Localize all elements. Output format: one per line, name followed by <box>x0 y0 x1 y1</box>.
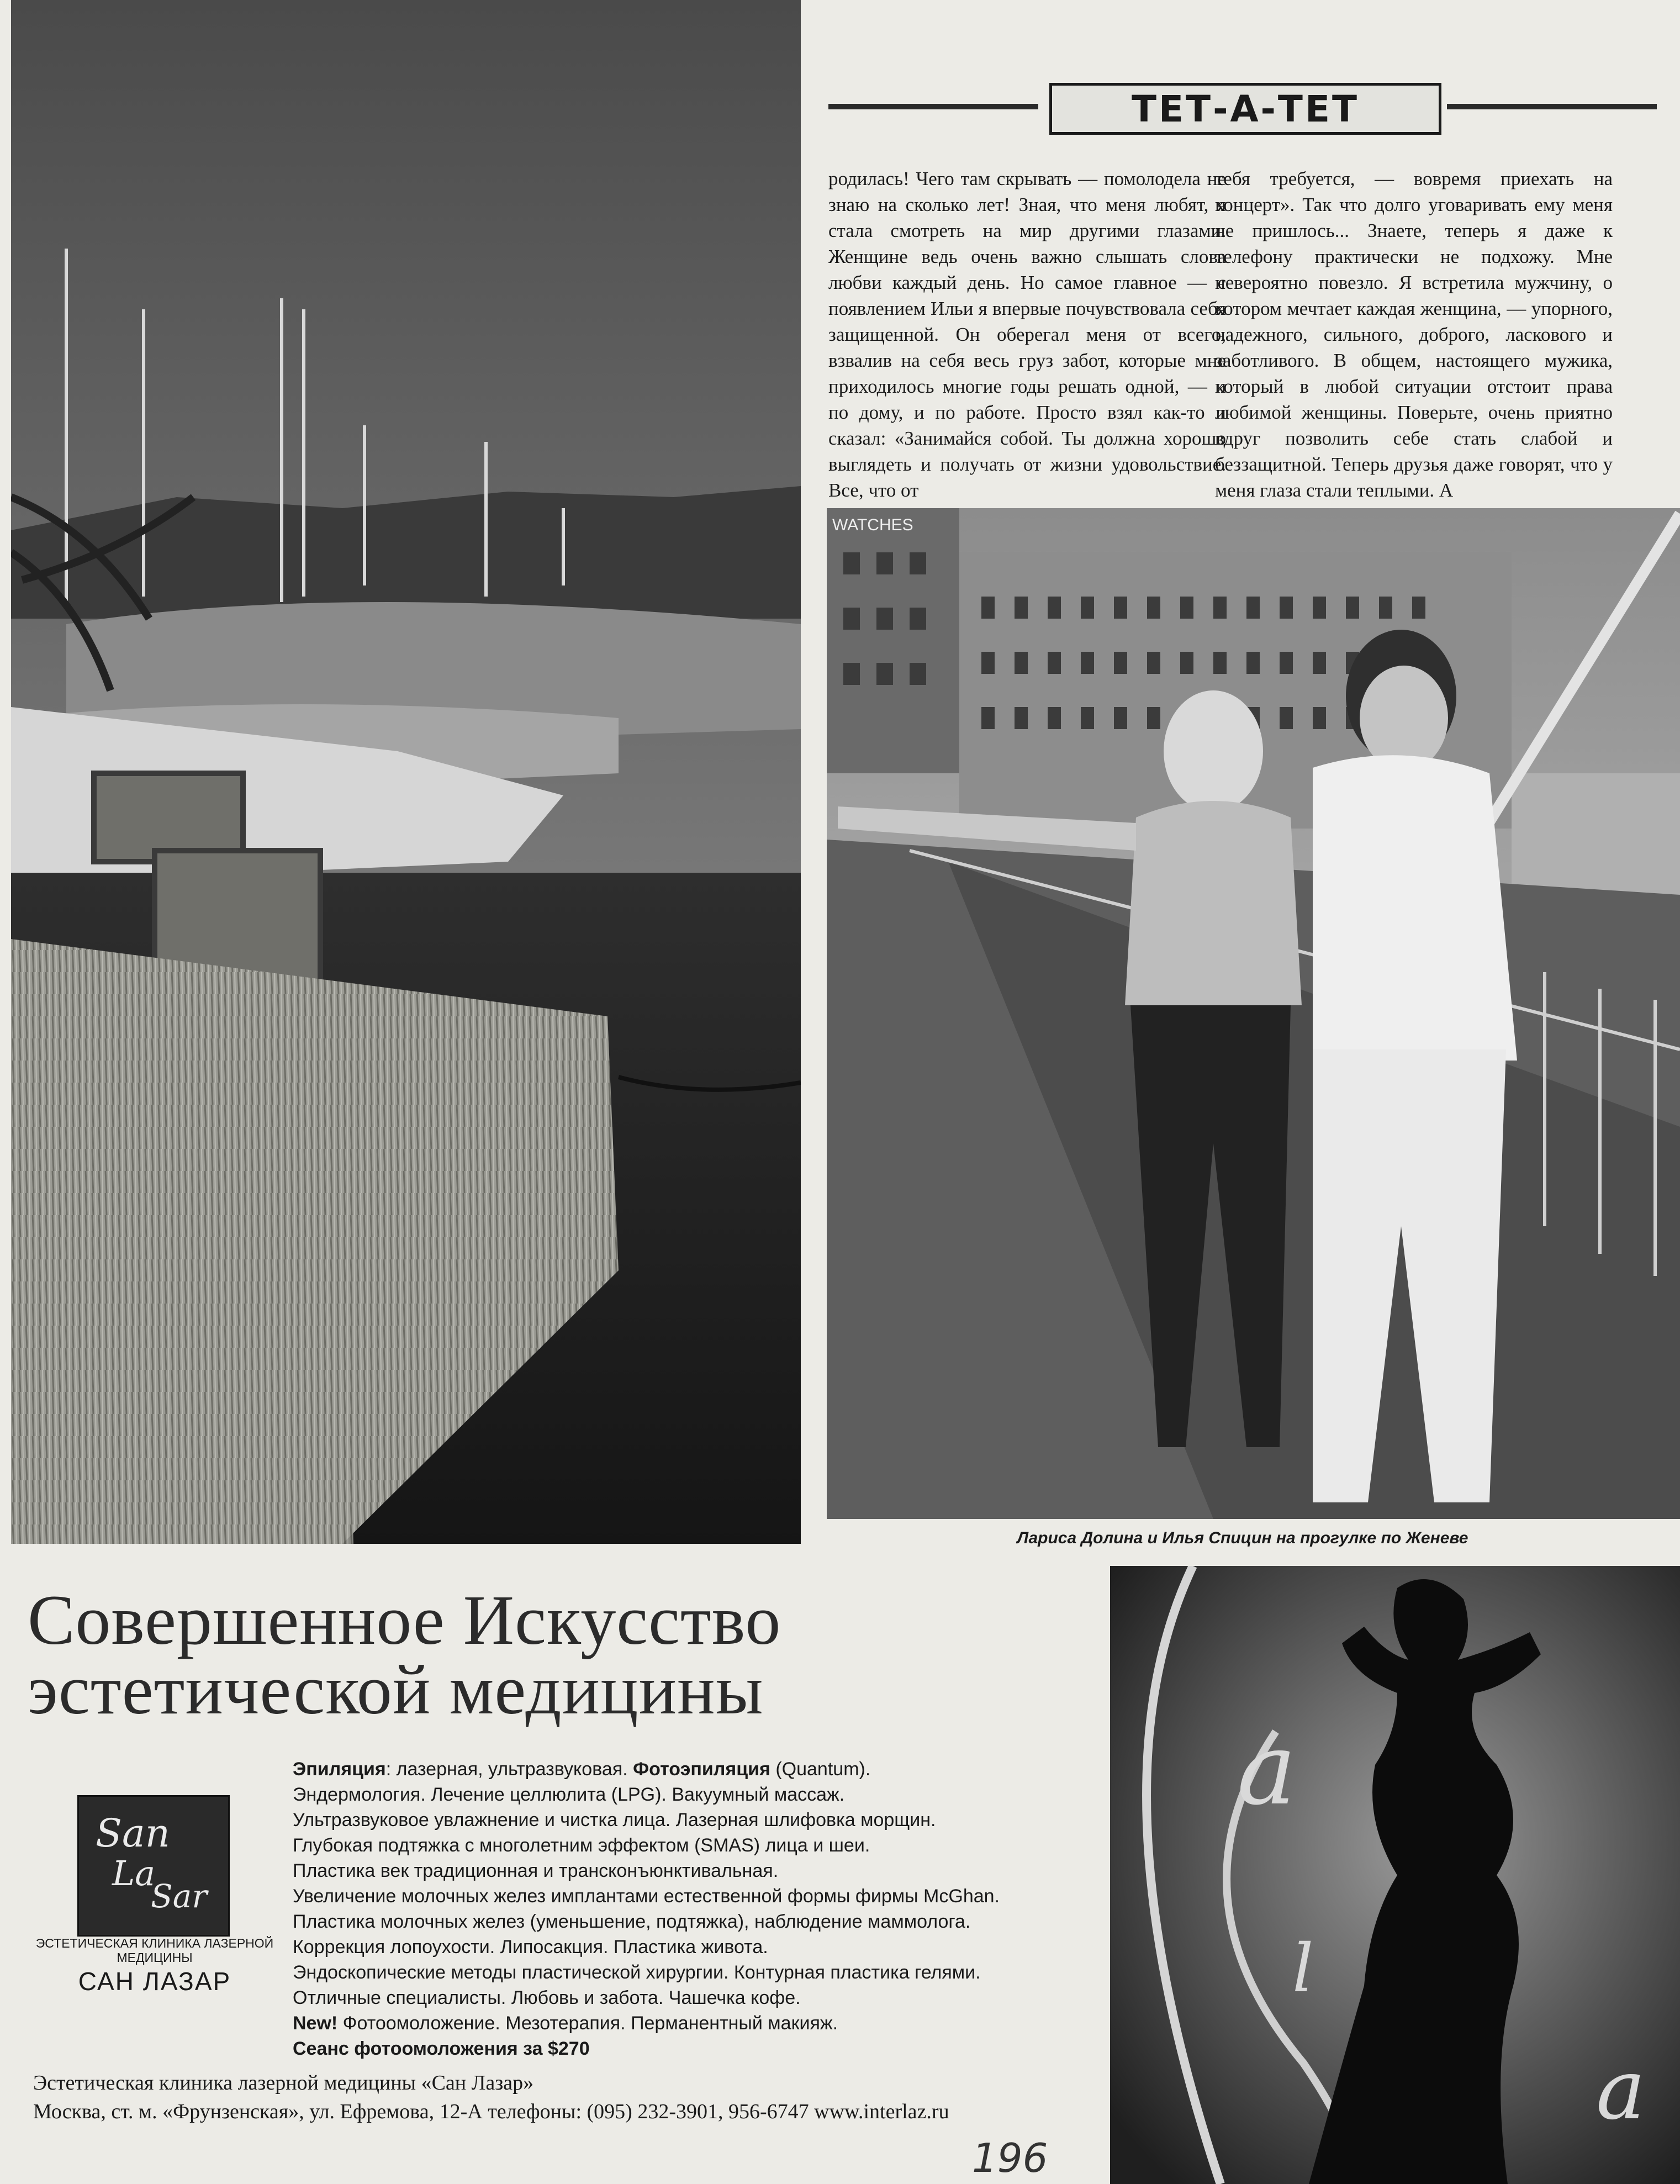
ad-headline-line-2: эстетической медицины <box>28 1650 764 1729</box>
header-rule-left <box>828 104 1038 109</box>
ad-image-letter-a: a <box>1237 1712 1297 1827</box>
contact-clinic-name: Эстетическая клиника лазерной медицины «Сан Лазар» <box>33 2071 534 2095</box>
contact-address: Москва, ст. м. «Фрунзенская», ул. Ефремова, 12-А телефоны: (095) 232-3901, 956-6747 www.interlaz.ru <box>33 2100 949 2123</box>
page-number: 196 <box>972 2135 1048 2181</box>
service-line: Эндоскопические методы пластической хирургии. Контурная пластика гелями. <box>293 1962 981 1983</box>
service-line: Пластика век традиционная и трансконъюнктивальная. <box>293 1860 779 1881</box>
ad-headline-line-1: Совершенное Искусство <box>28 1581 781 1659</box>
article-column-1: родилась! Чего там скрывать — помолодела не знаю на сколько лет! Зная, что меня любят, я стала смотреть на мир другими глазами. Женщине ведь очень важно слышать слова любви каждый день. Но самое главное — с появлением Ильи я впервые почувствовала себя защищенной. Он оберегал меня от всего, взвалив на себя весь груз забот, которые мне приходилось многие годы решать одной, — и по дому, и по работе. Просто взял как-то и сказал: «Занимайся собой. Ты должна хорошо выглядеть и получать от жизни удовольствие. Все, что от <box>828 168 1226 501</box>
service-line: Пластика молочных желез (уменьшение, подтяжка), наблюдение маммолога. <box>293 1911 971 1932</box>
service-line: Отличные специалисты. Любовь и забота. Чашечка кофе. <box>293 1987 801 2008</box>
section-header <box>828 72 1657 138</box>
service-line: Увеличение молочных желез имплантами естественной формы фирмы McGhan. <box>293 1886 1000 1907</box>
service-text: (Quantum). <box>770 1759 871 1780</box>
service-line <box>293 1756 1105 1782</box>
watches-sign: WATCHES <box>832 516 913 534</box>
clinic-logo-subtitle: ЭСТЕТИЧЕСКАЯ КЛИНИКА ЛАЗЕРНОЙ МЕДИЦИНЫ <box>35 1936 274 1965</box>
article-column-2: тебя требуется, — вовремя приехать на концерт». Так что долго уговаривать ему меня не пришлось... Знаете, теперь я даже к телефону практически не подхожу. Мне невероятно повезло. Я встретила мужчину, о котором мечтает каждая женщина, — упорного, надежного, сильного, доброго, ласкового и заботливого. В общем, настоящего мужика, который в любой ситуации отстоит права любимой женщины. Поверьте, очень приятно вдруг позволить себе стать слабой и беззащитной. Теперь друзья даже говорят, что у меня глаза стали теплыми. А <box>1215 168 1613 501</box>
logo-script-san: San <box>96 1811 170 1856</box>
couple-photo <box>827 508 1680 1519</box>
ad-image-letter-a2: a <box>1596 2042 1646 2138</box>
service-text: Фотоомоложение. Мезотерапия. Перманентный макияж. <box>337 2013 838 2034</box>
service-line: Ультразвуковое увлажнение и чистка лица. Лазерная шлифовка морщин. <box>293 1810 936 1830</box>
service-bold: New! <box>293 2013 338 2034</box>
service-line: Глубокая подтяжка с многолетним эффектом (SMAS) лица и шеи. <box>293 1835 870 1856</box>
photo-caption: Лариса Долина и Илья Спицин на прогулке по Женеве <box>1017 1529 1468 1547</box>
service-line <box>293 2011 1105 2036</box>
clinic-logo-name: САН ЛАЗАР <box>78 1967 231 1996</box>
marina-photo <box>11 0 801 1544</box>
ad-headline <box>28 1581 1088 1729</box>
services-list <box>293 1756 1105 2061</box>
service-line: Коррекция лопоухости. Липосакция. Пластика живота. <box>293 1937 768 1958</box>
logo-script-sar: Sar <box>151 1877 208 1915</box>
service-line: Эндермология. Лечение целлюлита (LPG). Вакуумный массаж. <box>293 1784 845 1805</box>
service-text: : лазерная, ультразвуковая. <box>385 1759 633 1780</box>
header-rule-right <box>1447 104 1657 109</box>
service-line <box>293 2036 1105 2061</box>
service-bold: Фотоэпиляция <box>633 1759 770 1780</box>
section-header-label: ТЕТ-А-ТЕТ <box>1049 83 1441 135</box>
ad-silhouette-image <box>1110 1566 1680 2184</box>
clinic-logo <box>77 1795 230 1937</box>
clinic-contact <box>33 2069 1082 2126</box>
promo-offer: Сеанс фотоомоложения за $270 <box>293 2038 590 2059</box>
service-bold: Эпиляция <box>293 1759 386 1780</box>
ad-image-letter-l: l <box>1292 1930 1314 2007</box>
logo-script-la: La <box>112 1853 156 1893</box>
